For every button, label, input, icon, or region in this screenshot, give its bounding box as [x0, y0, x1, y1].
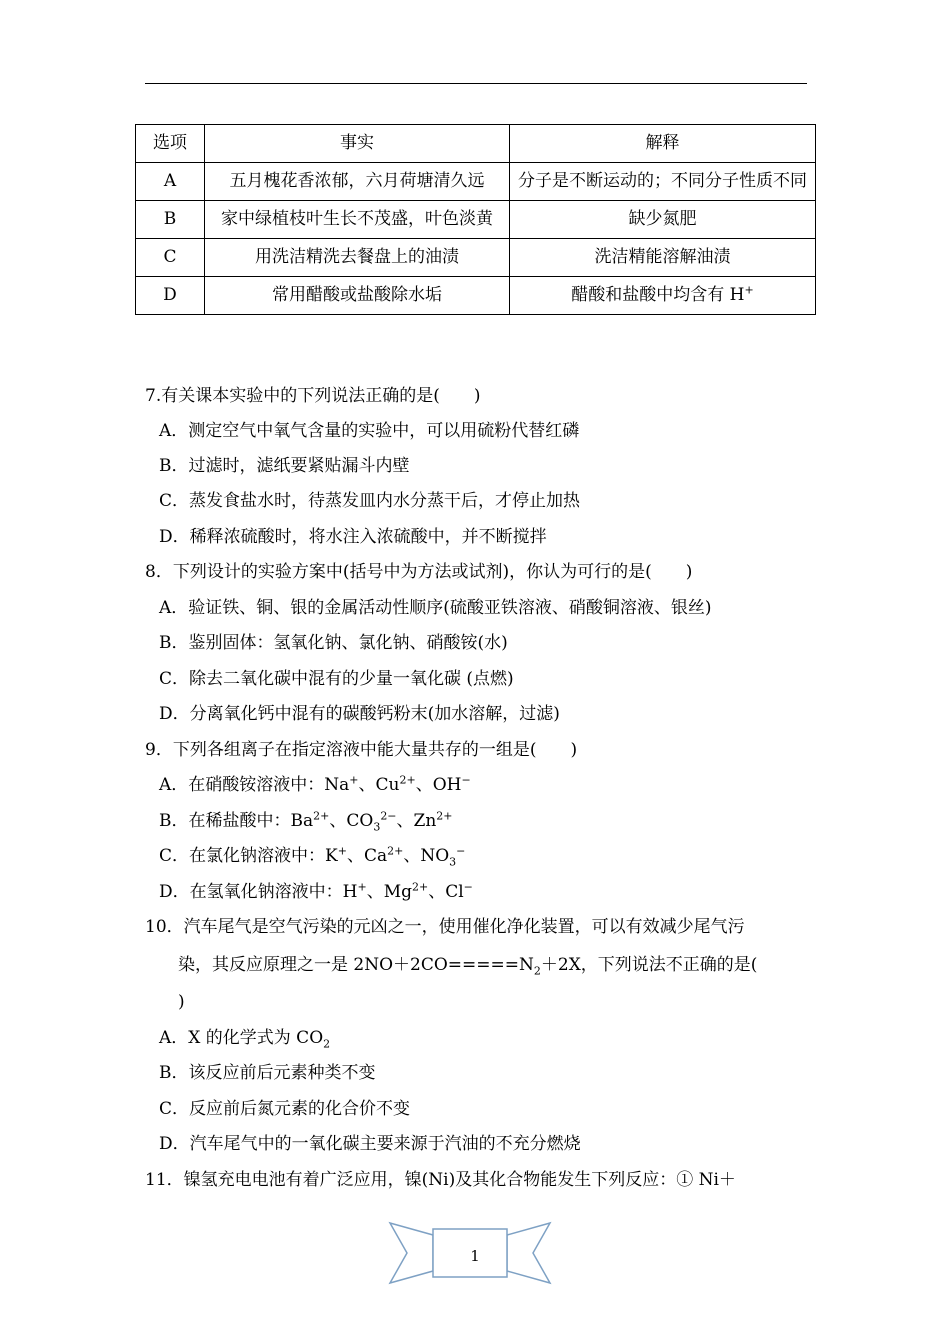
q8-stem: 8．下列设计的实验方案中(括号中为方法或试剂)，你认为可行的是( ) — [145, 562, 693, 582]
row-fact: 用洗洁精洗去餐盘上的油渍 — [205, 239, 510, 277]
row-fact: 五月槐花香浓郁，六月荷塘清久远 — [205, 163, 510, 201]
q9-stem: 9．下列各组离子在指定溶液中能大量共存的一组是( ) — [145, 740, 578, 760]
q10-option-b: B．该反应前后元素种类不变 — [159, 1063, 376, 1083]
q8-option-c: C．除去二氧化碳中混有的少量一氧化碳 (点燃) — [159, 669, 514, 689]
q7-option-b: B．过滤时，滤纸要紧贴漏斗内壁 — [159, 456, 410, 476]
row-explanation: 分子是不断运动的；不同分子性质不同 — [510, 163, 816, 201]
explanation-text: 醋酸和盐酸中均含有 H — [571, 285, 745, 305]
table-header-fact: 事实 — [205, 125, 510, 163]
q11-stem: 11．镍氢充电电池有着广泛应用，镍(Ni)及其化合物能发生下列反应：① Ni＋ — [145, 1170, 736, 1190]
row-explanation: 缺少氮肥 — [510, 201, 816, 239]
page-number: 1 — [470, 1247, 480, 1265]
q10-stem-line2: 染，其反应原理之一是 $2NO+2CO=====N_2+2X$，下列说法不正确的是( — [178, 955, 758, 978]
q10-stem-line1: 10．汽车尾气是空气污染的元凶之一，使用催化净化装置，可以有效减少尾气污 — [145, 917, 745, 937]
table-row — [136, 239, 816, 277]
q7-option-c: C．蒸发食盐水时，待蒸发皿内水分蒸干后，才停止加热 — [159, 491, 581, 511]
row-option: A — [136, 163, 205, 201]
q10-option-c: C．反应前后氮元素的化合价不变 — [159, 1099, 411, 1119]
q8-option-a: A．验证铁、铜、银的金属活动性顺序(硫酸亚铁溶液、硝酸铜溶液、银丝) — [159, 598, 712, 618]
row-fact: 常用醋酸或盐酸除水垢 — [205, 277, 510, 315]
q7-option-d: D．稀释浓硫酸时，将水注入浓硫酸中，并不断搅拌 — [159, 527, 547, 547]
q10-option-a: A．X 的化学式为 $CO_2$ — [159, 1028, 331, 1051]
row-explanation — [510, 277, 816, 315]
q9-option-a: A．在硝酸铵溶液中：Na+、$Cu^{2+}$、OH− — [159, 773, 471, 795]
table-row — [136, 201, 816, 239]
header-rule — [145, 83, 807, 84]
q9-option-b: B．在稀盐酸中：$Ba^{2+}$、$CO_3^{2-}$、$Zn^{2+}$ — [159, 809, 453, 834]
q9-option-d: D．在氢氧化钠溶液中：H+、$Mg^{2+}$、Cl− — [159, 880, 473, 902]
options-table — [135, 124, 816, 315]
row-explanation: 洗洁精能溶解油渍 — [510, 239, 816, 277]
q10-stem-line3: ) — [178, 992, 185, 1012]
q8-option-b: B．鉴别固体：氢氧化钠、氯化钠、硝酸铵(水) — [159, 633, 508, 653]
q8-option-d: D．分离氧化钙中混有的碳酸钙粉末(加水溶解，过滤) — [159, 704, 560, 724]
row-fact: 家中绿植枝叶生长不茂盛，叶色淡黄 — [205, 201, 510, 239]
q7-option-a: A．测定空气中氧气含量的实验中，可以用硫粉代替红磷 — [159, 421, 580, 441]
table-row — [136, 163, 816, 201]
table-header-option: 选项 — [136, 125, 205, 163]
table-header-explanation: 解释 — [510, 125, 816, 163]
q7-stem: 7.有关课本实验中的下列说法正确的是( ) — [145, 386, 481, 406]
h-plus-sup: + — [744, 283, 754, 297]
row-option: D — [136, 277, 205, 315]
q9-option-c: C．在氯化钠溶液中：K+、$Ca^{2+}$、$NO_3^-$ — [159, 844, 466, 869]
table-row — [136, 277, 816, 315]
row-option: B — [136, 201, 205, 239]
table-header-row — [136, 125, 816, 163]
q10-option-d: D．汽车尾气中的一氧化碳主要来源于汽油的不充分燃烧 — [159, 1134, 581, 1154]
row-option: C — [136, 239, 205, 277]
